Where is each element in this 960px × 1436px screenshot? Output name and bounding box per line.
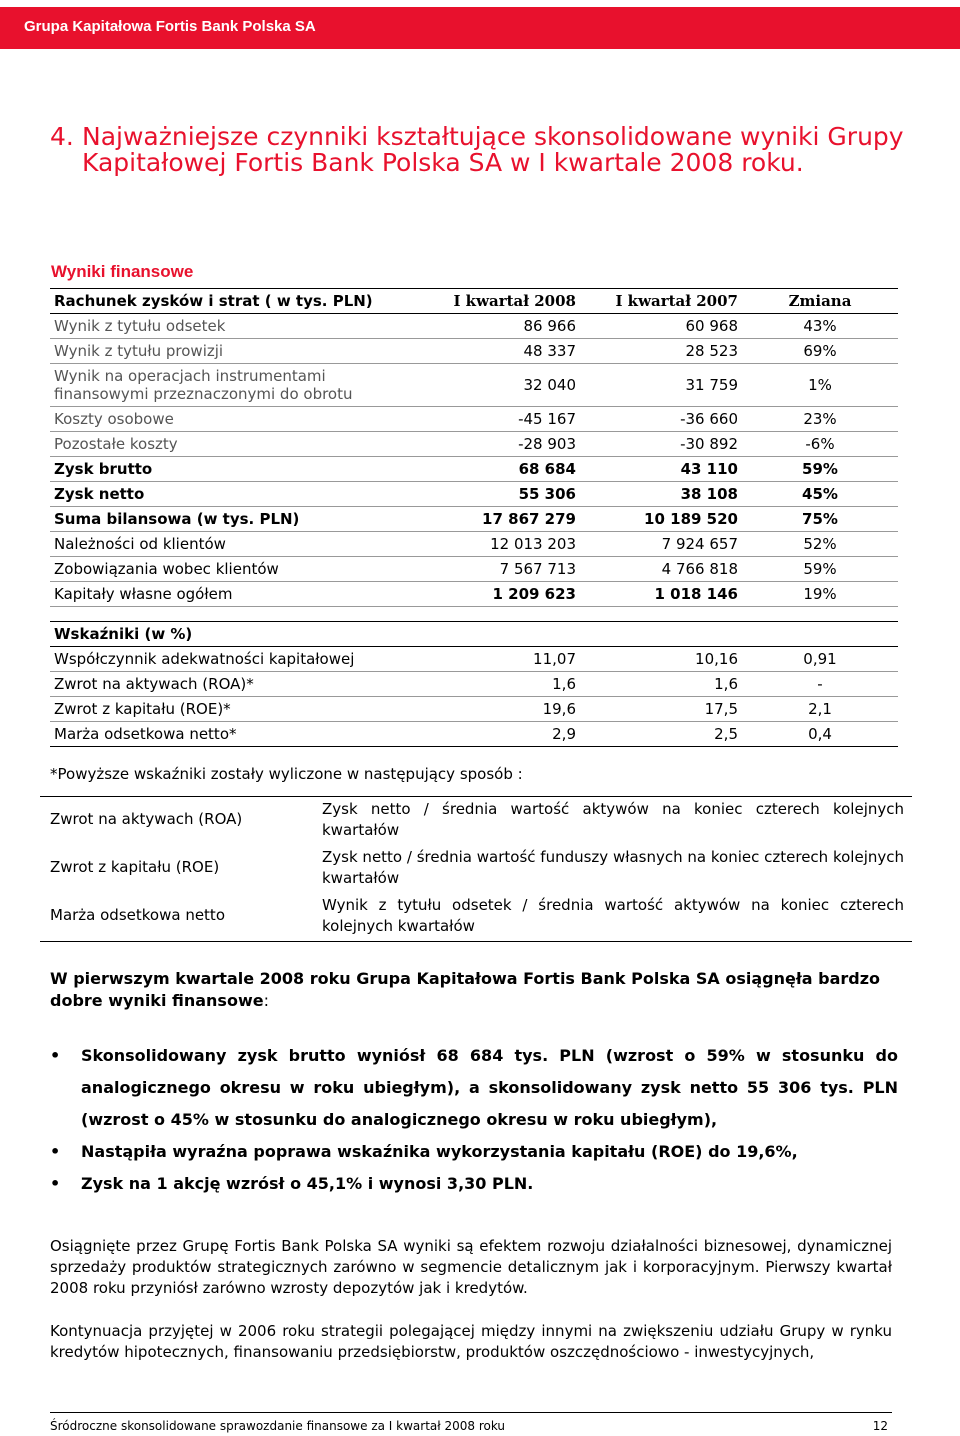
row-label: Zwrot na aktywach (ROA)* [50,672,400,697]
list-item-text: Zysk na 1 akcję wzrósł o 45,1% i wynosi 3,30 PLN. [81,1174,534,1193]
row-label: Kapitały własne ogółem [50,582,400,607]
ratios-header-row [50,622,898,647]
row-value-2008: 19,6 [400,697,580,722]
row-value-2007: 1,6 [580,672,742,697]
row-label: Zysk netto [50,482,400,507]
row-value-2008: 11,07 [400,647,580,672]
list-item [50,1168,898,1200]
row-value-2007: 43 110 [580,457,742,482]
row-label: Wynik na operacjach instrumentami finansowymi przeznaczonymi do obrotu [50,364,400,407]
table-row [50,457,898,482]
row-change: 0,4 [742,722,898,747]
body-paragraph-2: Kontynuacja przyjętej w 2006 roku strategii polegającej między innymi na zwiększeniu udziału Grupy w rynku kredytów hipotecznych, finansowaniu przedsiębiorstw, produktów oszczędnościowo - inwestycyjnych, [50,1322,892,1361]
row-value-2008: 12 013 203 [400,532,580,557]
body-paragraph-1: Osiągnięte przez Grupę Fortis Bank Polska SA wyniki są efektem rozwoju działalności biznesowej, dynamicznej sprzedaży produktów strategicznych zarówno w segmencie detalicznym jak i korporacyjnym. Pierwszy kwartał 2008 roku przyniósł zarówno wzrosty depozytów jak i kredytów. [50,1237,892,1297]
definition-term: Zwrot z kapitału (ROE) [50,858,220,876]
bullet-icon: • [50,1174,61,1193]
page-footer [50,1419,890,1433]
row-label: Zysk brutto [50,457,400,482]
row-value-2008: -28 903 [400,432,580,457]
header-label: Rachunek zysków i strat ( w tys. PLN) [50,289,400,314]
row-label: Należności od klientów [50,532,400,557]
bullet-icon: • [50,1142,61,1161]
definition-term: Zwrot na aktywach (ROA) [40,797,312,846]
row-value-2008: 55 306 [400,482,580,507]
highlights-list [50,1040,898,1200]
row-change: 23% [742,407,898,432]
row-value-2008: 17 867 279 [400,507,580,532]
row-label: Pozostałe koszty [50,432,400,457]
row-value-2007: 10 189 520 [580,507,742,532]
definitions-table [40,796,912,942]
row-value-2007: 2,5 [580,722,742,747]
row-change: 2,1 [742,697,898,722]
header-banner [0,7,960,49]
heading-number: 4. [50,122,74,151]
row-value-2008: 48 337 [400,339,580,364]
table-spacer-row [50,607,898,622]
table-row [50,647,898,672]
row-label: Zwrot z kapitału (ROE)* [50,697,400,722]
definition-text: Zysk netto / średnia wartość aktywów na koniec czterech kolejnych kwartałów [312,797,912,846]
row-value-2007: 28 523 [580,339,742,364]
definition-term: Marża odsetkowa netto [40,893,312,942]
row-change: 52% [742,532,898,557]
row-value-2007: 60 968 [580,314,742,339]
brand-name: Grupa Kapitałowa Fortis Bank Polska SA [24,18,316,35]
row-change: 43% [742,314,898,339]
table-row [50,314,898,339]
row-label: Suma bilansowa (w tys. PLN) [50,507,400,532]
heading-text: Najważniejsze czynniki kształtujące skonsolidowane wyniki Grupy Kapitałowej Fortis Bank Polska SA w I kwartale 2008 roku. [82,122,904,177]
row-change: 59% [742,557,898,582]
row-label: Wynik z tytułu odsetek [50,314,400,339]
row-change: - [742,672,898,697]
row-value-2008: 2,9 [400,722,580,747]
row-value-2007: 17,5 [580,697,742,722]
footer-text: Śródroczne skonsolidowane sprawozdanie finansowe za I kwartał 2008 roku [50,1419,506,1433]
row-value-2007: 10,16 [580,647,742,672]
row-change: 69% [742,339,898,364]
row-value-2008: 1,6 [400,672,580,697]
header-q1-2007: I kwartał 2007 [580,289,742,314]
table-row [50,482,898,507]
table-header-row [50,289,898,314]
row-value-2008: 1 209 623 [400,582,580,607]
table-row [50,532,898,557]
list-item [50,1040,898,1136]
row-value-2008: 68 684 [400,457,580,482]
row-value-2008: 86 966 [400,314,580,339]
page-number: 12 [872,1419,888,1433]
row-value-2008: -45 167 [400,407,580,432]
row-change: 75% [742,507,898,532]
row-change: 59% [742,457,898,482]
row-label: Koszty osobowe [50,407,400,432]
footer-divider [50,1412,892,1413]
spacer-cell [50,607,898,622]
header-change: Zmiana [742,289,898,314]
row-label: Współczynnik adekwatności kapitałowej [50,647,400,672]
row-value-2008: 7 567 713 [400,557,580,582]
table-row [50,364,898,407]
table-row [50,507,898,532]
ratios-header: Wskaźniki (w %) [50,622,898,647]
table-row [50,722,898,747]
header-q1-2008: I kwartał 2008 [400,289,580,314]
row-label: Zobowiązania wobec klientów [50,557,400,582]
row-change: 45% [742,482,898,507]
row-value-2007: 38 108 [580,482,742,507]
definition-row [40,845,912,893]
row-change: 1% [742,364,898,407]
table-row [50,432,898,457]
row-value-2007: 1 018 146 [580,582,742,607]
bullet-icon: • [50,1046,61,1065]
list-item-text: Skonsolidowany zysk brutto wyniósł 68 684 tys. PLN (wzrost o 59% w stosunku do analogicznego okresu w roku ubiegłym), a skonsolidowany zysk netto 55 306 tys. PLN (wzrost o 45% w stosunku do analogicznego okresu w roku ubiegłym), [81,1046,898,1129]
table-row [50,697,898,722]
financial-results-table [50,288,898,747]
definition-row [40,893,912,942]
table-row [50,582,898,607]
definition-row [40,797,912,846]
definition-text: Zysk netto / średnia wartość funduszy własnych na koniec czterech kolejnych kwartałów [322,848,904,887]
row-change: -6% [742,432,898,457]
row-change: 0,91 [742,647,898,672]
table-row [50,407,898,432]
section-title: Wyniki finansowe [51,262,194,281]
table-row [50,557,898,582]
intro-text: W pierwszym kwartale 2008 roku Grupa Kapitałowa Fortis Bank Polska SA osiągnęła bardzo dobre wyniki finansowe [50,969,881,1010]
row-change: 19% [742,582,898,607]
intro-paragraph [50,968,898,1012]
ratios-footnote: *Powyższe wskaźniki zostały wyliczone w następujący sposób : [50,765,523,783]
table-row [50,672,898,697]
definition-text: Wynik z tytułu odsetek / średnia wartość aktywów na koniec czterech kolejnych kwartałów [312,893,912,942]
row-label: Wynik z tytułu prowizji [50,339,400,364]
row-value-2007: 7 924 657 [580,532,742,557]
list-item [50,1136,898,1168]
row-label: Marża odsetkowa netto* [50,722,400,747]
table-row [50,339,898,364]
row-value-2007: -30 892 [580,432,742,457]
list-item-text: Nastąpiła wyraźna poprawa wskaźnika wykorzystania kapitału (ROE) do 19,6%, [81,1142,798,1161]
row-value-2007: 31 759 [580,364,742,407]
row-value-2007: -36 660 [580,407,742,432]
intro-colon: : [263,991,269,1010]
row-value-2008: 32 040 [400,364,580,407]
section-heading [50,124,910,176]
row-value-2007: 4 766 818 [580,557,742,582]
